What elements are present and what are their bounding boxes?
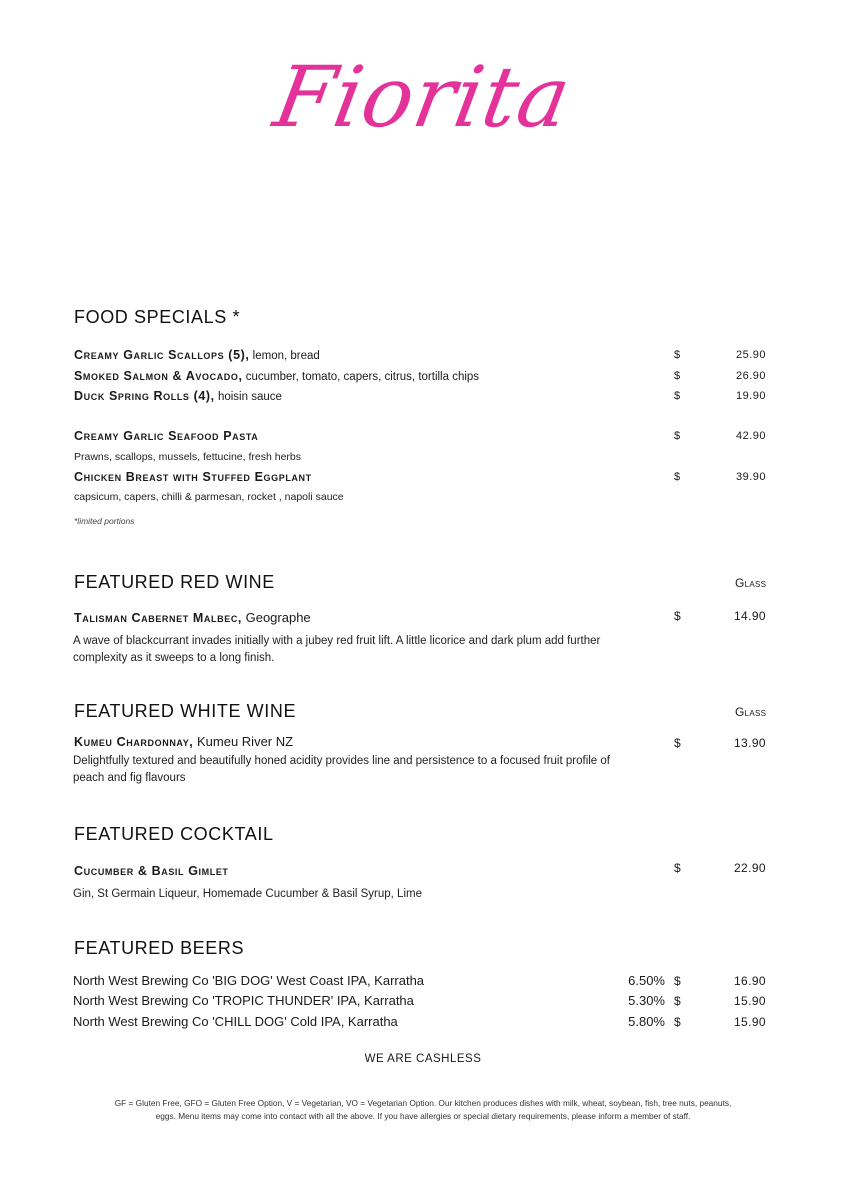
wine-region: Geographe xyxy=(242,610,311,625)
cocktail-title: FEATURED COCKTAIL xyxy=(74,824,274,844)
wine-price: 14.90 xyxy=(733,609,766,623)
wine-price: 13.90 xyxy=(733,736,766,750)
limited-portions-note: *limited portions xyxy=(74,516,135,526)
beer-abv: 5.80% xyxy=(628,1014,665,1029)
wine-region: Kumeu River NZ xyxy=(193,734,294,749)
footer-line: GF = Gluten Free, GFO = Gluten Free Option, V = Vegetarian, VO = Vegetarian Option. Our kitchen produces dishes with milk, wheat, soybean, fish, tree nuts, peanuts, xyxy=(114,1098,732,1108)
food-item-price: 39.90 xyxy=(735,471,766,483)
food-item-name: Duck Spring Rolls (4), xyxy=(74,389,215,403)
currency-symbol: $ xyxy=(674,390,681,402)
food-item-name: Chicken Breast with Stuffed Eggplant xyxy=(74,470,312,484)
beer-name: North West Brewing Co 'TROPIC THUNDER' IPA, Karratha xyxy=(73,993,414,1008)
cocktail-item xyxy=(74,864,229,878)
food-item-extra: cucumber, tomato, capers, citrus, tortilla chips xyxy=(242,371,480,383)
cashless-notice: WE ARE CASHLESS xyxy=(364,1053,482,1065)
glass-column-label: Glass xyxy=(735,705,767,719)
currency-symbol: $ xyxy=(674,861,681,875)
brand-wordmark: Fiorita xyxy=(267,48,579,146)
cocktail-price: 22.90 xyxy=(733,861,766,875)
food-item xyxy=(74,389,282,403)
food-item-extra: hoisin sauce xyxy=(214,391,282,403)
food-item xyxy=(74,470,312,484)
currency-symbol: $ xyxy=(674,974,681,988)
beer-abv: 6.50% xyxy=(628,973,665,988)
currency-symbol: $ xyxy=(674,736,681,750)
cocktail-name: Cucumber & Basil Gimlet xyxy=(74,864,229,878)
currency-symbol: $ xyxy=(674,609,681,623)
currency-symbol: $ xyxy=(674,370,681,382)
wine-description-line: A wave of blackcurrant invades initially with a jubey red fruit lift. A little licorice and dark plum add further xyxy=(73,635,601,647)
beer-price: 15.90 xyxy=(733,994,766,1008)
food-item-price: 25.90 xyxy=(735,349,766,361)
red-wine-item xyxy=(74,610,311,625)
food-item-price: 19.90 xyxy=(735,390,766,402)
wine-description xyxy=(73,633,600,667)
food-item-name: Creamy Garlic Scallops (5), xyxy=(74,348,250,362)
wine-name: Kumeu Chardonnay, xyxy=(74,735,194,749)
allergen-footer xyxy=(63,1097,783,1123)
currency-symbol: $ xyxy=(674,430,681,442)
white-wine-title: FEATURED WHITE WINE xyxy=(74,701,297,721)
red-wine-title: FEATURED RED WINE xyxy=(74,572,275,592)
beer-abv: 5.30% xyxy=(628,993,665,1008)
currency-symbol: $ xyxy=(674,471,681,483)
wine-description-line: peach and fig flavours xyxy=(73,772,186,784)
food-item-price: 26.90 xyxy=(735,370,766,382)
food-item-name: Creamy Garlic Seafood Pasta xyxy=(74,429,259,443)
food-item-price: 42.90 xyxy=(735,430,766,442)
wine-description-line: Delightfully textured and beautifully honed acidity provides line and persistence to a focused fruit profile of xyxy=(73,755,610,767)
food-item-extra: lemon, bread xyxy=(249,350,320,362)
food-item-description: Prawns, scallops, mussels, fettucine, fresh herbs xyxy=(74,451,302,463)
currency-symbol: $ xyxy=(674,1015,681,1029)
cocktail-description: Gin, St Germain Liqueur, Homemade Cucumber & Basil Syrup, Lime xyxy=(73,888,422,900)
brand-logo xyxy=(0,48,846,146)
food-item xyxy=(74,348,320,362)
currency-symbol: $ xyxy=(674,994,681,1008)
food-item-name: Smoked Salmon & Avocado, xyxy=(74,369,243,383)
beer-name: North West Brewing Co 'BIG DOG' West Coast IPA, Karratha xyxy=(73,973,425,988)
glass-column-label: Glass xyxy=(735,576,767,590)
wine-description-line: complexity as it sweeps to a long finish. xyxy=(73,652,275,664)
currency-symbol: $ xyxy=(674,349,681,361)
food-specials-title: FOOD SPECIALS * xyxy=(74,307,241,327)
beer-name: North West Brewing Co 'CHILL DOG' Cold IPA, Karratha xyxy=(73,1014,398,1029)
food-item xyxy=(74,369,479,383)
white-wine-item xyxy=(74,734,293,749)
beers-title: FEATURED BEERS xyxy=(74,938,245,958)
footer-line: eggs. Menu items may come into contact with all the above. If you have allergies or special dietary requirements, please inform a member of staff. xyxy=(155,1111,691,1121)
wine-name: Talisman Cabernet Malbec, xyxy=(74,611,242,625)
beer-price: 15.90 xyxy=(733,1015,766,1029)
food-item xyxy=(74,429,258,443)
wine-description xyxy=(73,753,610,787)
beer-price: 16.90 xyxy=(733,974,766,988)
food-item-description: capsicum, capers, chilli & parmesan, rocket , napoli sauce xyxy=(74,491,344,503)
